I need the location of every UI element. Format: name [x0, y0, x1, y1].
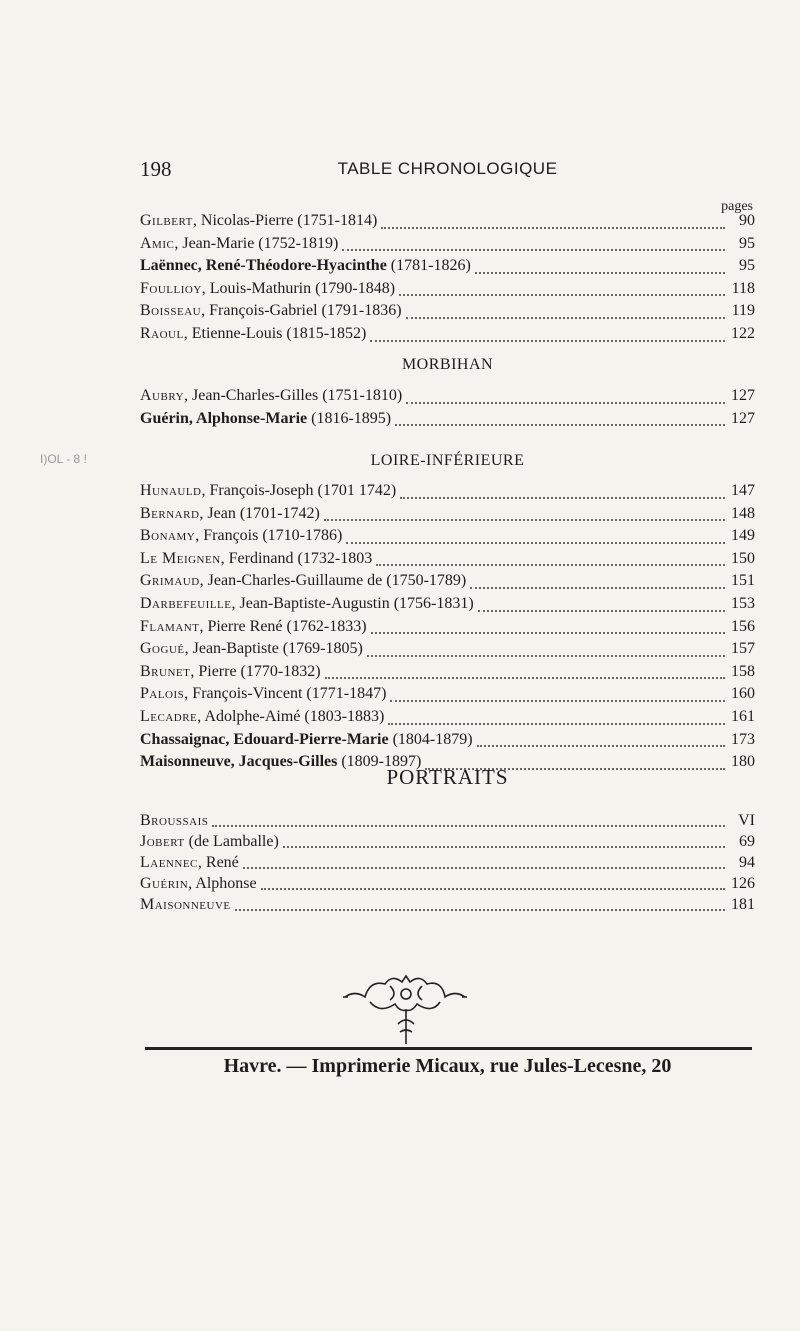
entry-name: Chassaignac, Edouard-Pierre-Marie — [140, 730, 389, 748]
entry-page: 160 — [731, 685, 755, 703]
dot-leader — [475, 272, 725, 274]
entry-name: Hunauld — [140, 482, 202, 499]
toc-entry — [140, 387, 755, 410]
entry-details: , Alphonse — [188, 875, 257, 892]
entry-name: Palois — [140, 685, 185, 703]
dot-leader — [376, 564, 725, 566]
entry-page: 150 — [731, 549, 755, 567]
entry-page: 94 — [739, 854, 755, 871]
entry-name: Guérin, Alphonse-Marie — [140, 409, 308, 427]
entry-details: (1804-1879) — [388, 730, 473, 748]
entry-name: Brunet — [140, 662, 191, 680]
toc-entry — [140, 640, 755, 663]
section-title-morbihan: MORBIHAN — [401, 356, 494, 373]
entry-details: , Jean-Charles-Guillaume de (1750-1789) — [199, 572, 467, 590]
dot-leader — [212, 825, 725, 827]
dot-leader — [325, 677, 725, 679]
dot-leader — [470, 587, 725, 589]
toc-entry — [140, 708, 755, 731]
entry-name: Lecadre — [140, 707, 198, 725]
entry-details: , Jean-Baptiste (1769-1805) — [184, 640, 363, 658]
entry-details: , Ferdinand (1732-1803 — [220, 549, 373, 567]
entry-name: Laennec — [140, 854, 198, 871]
entry-name: Maisonneuve, Jacques-Gilles — [140, 753, 338, 771]
entry-name: Flamant — [140, 617, 200, 635]
entry-page: 126 — [731, 875, 755, 892]
entry-details: , Pierre René (1762-1833) — [199, 617, 367, 635]
entry-page: 127 — [731, 387, 755, 404]
dot-leader — [324, 519, 725, 521]
entry-page: 69 — [739, 833, 755, 850]
toc-entry — [140, 618, 755, 641]
entry-name: Bonamy — [140, 527, 196, 545]
dot-leader — [283, 846, 725, 848]
dot-leader — [400, 497, 725, 499]
entry-page: 153 — [731, 594, 755, 612]
entry-name: Darbefeuille — [140, 594, 232, 612]
entry-name: Le Meignen — [140, 549, 221, 567]
section-title-loire: LOIRE-INFÉRIEURE — [370, 452, 525, 469]
entry-details: , Jean-Marie (1752-1819) — [174, 234, 339, 252]
dot-leader — [367, 655, 725, 657]
toc-entry — [140, 812, 755, 833]
entry-name: Raoul — [140, 324, 184, 342]
pages-column-label: pages — [721, 199, 753, 214]
entry-details: , Jean (1701-1742) — [199, 504, 320, 522]
entry-page: 148 — [731, 504, 755, 522]
dot-leader — [346, 542, 725, 544]
toc-entry — [140, 280, 755, 303]
entry-details: , François (1710-1786) — [195, 527, 343, 545]
entry-details: , Jean-Charles-Gilles (1751-1810) — [184, 387, 403, 404]
dot-leader — [395, 424, 725, 426]
entries-finistere — [140, 212, 755, 348]
entry-page: 118 — [731, 279, 755, 297]
dot-leader — [342, 249, 725, 251]
entry-name: Broussais — [140, 812, 209, 829]
toc-entry — [140, 410, 755, 433]
toc-entry — [140, 212, 755, 235]
dot-leader — [235, 909, 725, 911]
entry-name: Grimaud — [140, 572, 200, 590]
entry-details: , René — [197, 854, 239, 871]
entry-details: , Jean-Baptiste-Augustin (1756-1831) — [231, 594, 474, 612]
entries-loire — [140, 482, 755, 776]
dot-leader — [390, 700, 725, 702]
dot-leader — [370, 340, 725, 342]
toc-entry — [140, 833, 755, 854]
toc-entry — [140, 875, 755, 896]
toc-entry — [140, 854, 755, 875]
entry-details: (1816-1895) — [307, 409, 392, 427]
section-title-portraits: PORTRAITS — [386, 765, 509, 789]
entry-name: Gogué — [140, 640, 185, 658]
entries-portraits — [140, 812, 755, 917]
entry-details: , Nicolas-Pierre (1751-1814) — [192, 212, 378, 229]
entry-name: Maisonneuve — [140, 896, 231, 913]
entry-details: , Louis-Mathurin (1790-1848) — [201, 279, 396, 297]
entry-name: Amic — [140, 234, 175, 252]
toc-entry — [140, 731, 755, 754]
entry-details: , François-Joseph (1701 1742) — [201, 482, 397, 499]
dot-leader — [399, 294, 725, 296]
entry-page: 151 — [731, 572, 755, 590]
entry-name: Bernard — [140, 504, 200, 522]
entry-page: 95 — [739, 234, 755, 252]
dot-leader — [477, 745, 725, 747]
toc-entry — [140, 527, 755, 550]
entry-page: 95 — [739, 257, 755, 275]
margin-note: I)OL - 8 ! — [40, 452, 87, 466]
entry-page: 119 — [731, 302, 755, 320]
entry-name: Laënnec, René-Théodore-Hyacinthe — [140, 257, 387, 275]
toc-entry — [140, 685, 755, 708]
entry-page: 157 — [731, 640, 755, 658]
dot-leader — [243, 867, 725, 869]
entry-details: (1781-1826) — [386, 257, 471, 275]
toc-entry — [140, 482, 755, 505]
ornament-icon — [340, 972, 470, 1052]
footer-rule — [145, 1047, 752, 1050]
toc-entry — [140, 663, 755, 686]
entry-page: 173 — [731, 730, 755, 748]
entry-page: VI — [738, 812, 755, 829]
entries-morbihan — [140, 387, 755, 432]
entry-page: 180 — [731, 753, 755, 771]
toc-entry — [140, 257, 755, 280]
entry-name: Gilbert — [140, 212, 193, 229]
entry-name: Foullioy — [140, 279, 202, 297]
entry-page: 161 — [731, 707, 755, 725]
toc-entry — [140, 595, 755, 618]
entry-details: , Adolphe-Aimé (1803-1883) — [197, 707, 385, 725]
entry-details: , Pierre (1770-1832) — [190, 662, 321, 680]
running-title: TABLE CHRONOLOGIQUE — [337, 159, 558, 178]
entry-page: 147 — [731, 482, 755, 499]
dot-leader — [371, 632, 725, 634]
entry-details: , Etienne-Louis (1815-1852) — [183, 324, 367, 342]
entry-page: 181 — [731, 896, 755, 913]
toc-entry — [140, 896, 755, 917]
entry-page: 149 — [731, 527, 755, 545]
entry-page: 122 — [731, 324, 755, 342]
dot-leader — [261, 888, 725, 890]
toc-entry — [140, 302, 755, 325]
page-header — [140, 157, 755, 187]
page-number: 198 — [140, 157, 172, 181]
entry-name: Jobert — [140, 833, 185, 850]
entry-page: 90 — [739, 212, 755, 229]
toc-entry — [140, 235, 755, 258]
toc-entry — [140, 325, 755, 348]
toc-entry — [140, 550, 755, 573]
toc-entry — [140, 572, 755, 595]
dot-leader — [381, 227, 725, 229]
entry-details: , François-Vincent (1771-1847) — [184, 685, 387, 703]
dot-leader — [406, 317, 725, 319]
entry-name: Boisseau — [140, 302, 202, 320]
entry-details: (1809-1897) — [337, 753, 422, 771]
toc-entry — [140, 505, 755, 528]
entry-details: , François-Gabriel (1791-1836) — [201, 302, 402, 320]
dot-leader — [478, 610, 725, 612]
printer-footer: Havre. — Imprimerie Micaux, rue Jules-Lecesne, 20 — [223, 1055, 672, 1077]
entry-details: (de Lamballe) — [184, 833, 279, 850]
entry-page: 127 — [731, 409, 755, 427]
dot-leader — [388, 723, 725, 725]
entry-name: Guérin — [140, 875, 189, 892]
entry-page: 156 — [731, 617, 755, 635]
entry-name: Aubry — [140, 387, 185, 404]
dot-leader — [406, 402, 725, 404]
entry-page: 158 — [731, 662, 755, 680]
